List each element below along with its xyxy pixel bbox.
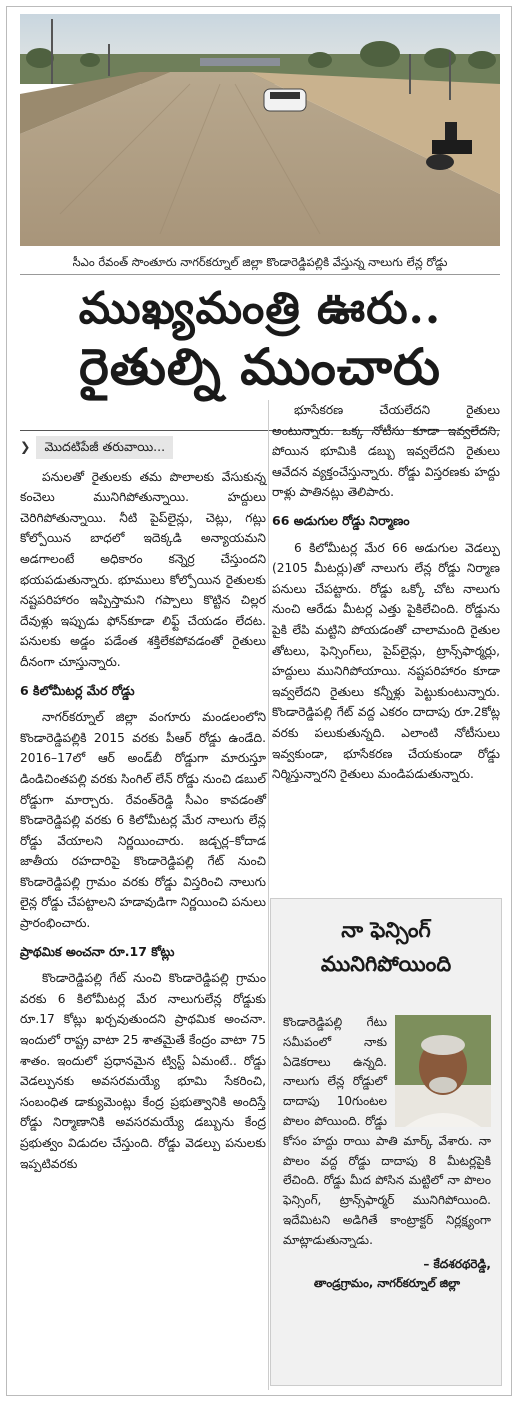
- right-subheading-1: 66 అడుగుల రోడ్డు నిర్మాణం: [272, 512, 410, 528]
- chevron-right-icon: ❯: [20, 439, 31, 454]
- box-signature-place: తాండ్రగ్రామం, నాగర్‌కర్నూల్ జిల్లా: [313, 1276, 461, 1291]
- right-paragraph-1: భూసేకరణ చేయలేదని రైతులు అంటున్నారు. ఒక్క నోటీసు కూడా ఇవ్వలేదని, పోయిన భూమికి డబ్బు ఇవ్వలేదని రైతులు ఆవేదన వ్యక్తంచేస్తున్నారు. రోడ్డు విస్తరణకు హద్దు రాళ్లు పాతినట్లు తెలిపారు.: [272, 403, 500, 500]
- headline: [20, 282, 500, 398]
- headline-line-1: ముఖ్యమంత్రి ఊరు..: [78, 283, 442, 334]
- right-paragraph-2: 6 కిలోమీటర్ల మేర 66 అడుగుల వెడల్పు (2105 మీటర్లు)తో నాలుగు లేన్ల రోడ్డు నిర్మాణ పనులు చేపట్టారు. రోడ్డు ఒక్కో చోట నాలుగు నుంచి ఆరేడు మీటర్ల ఎత్తు పైకిలేచింది. రోడ్డును పైకి లేపి మట్టిని పోయడంతో చాలామంది రైతుల తోటలు, ఫెన్సింగ్‌లు, పైప్‌లైన్లు, ట్రాన్స్‌ఫార్మర్లు, హద్దులు మునిగిపోయాయి. నష్టపరిహారం కూడా ఇవ్వలేదని రైతులు కన్నీళ్లు పెట్టుకుంటున్నారు. కొండారెడ్డిపల్లి గేట్ వద్ద ఎకరం దాదాపు రూ.2కోట్ల వరకు పలుకుతున్నది. ఎలాంటి నోటీసులు ఇవ్వకుండా, భూసేకరణ చేయకుండా రోడ్డు నిర్మిస్తున్నారని రైతులు మండిపడుతున్నారు.: [272, 540, 500, 782]
- box-quote: కొండారెడ్డిపల్లి గేటు సమీపంలో నాకు ఏడెకరాలు ఉన్నది. నాలుగు లేన్ల రోడ్డులో దాదాపు 10గుంటల పొలం పోయింది. రోడ్డు కోసం హద్దు రాయి పాతి మార్క్ వేశారు. నా పొలం వద్ద రోడ్డు దాదాపు 8 మీటర్లపైకి లేచింది. రోడ్డు మీద పోసిన మట్టిలో నా పొలం ఫెన్సింగ్, ట్రాన్స్‌ఫార్మర్ మునిగిపోయింది. ఇదేమిటని అడిగితే కాంట్రాక్టర్ నిర్లక్ష్యంగా మాట్లాడుతున్నాడు.: [283, 1015, 491, 1247]
- left-column: [20, 436, 266, 1180]
- left-subheading-2: ప్రాథమిక అంచనా రూ.17 కోట్లు: [20, 943, 175, 959]
- right-column: [272, 400, 500, 791]
- left-paragraph-3: కొండారెడ్డిపల్లి గేట్ నుంచి కొండారెడ్డిపల్లి గ్రామం వరకు 6 కిలోమీటర్ల మేర నాలుగులేన్ల రోడ్డుకు రూ.17 కోట్లు ఖర్చవుతుందని ప్రాథమిక అంచనా. ఇందులో రాష్ట్ర వాటా 25 శాతమైతే కేంద్రం వాటా 75 శాతం. ఇందులో ప్రధానమైన ట్విస్ట్ ఏమంటే.. రోడ్డు వెడల్పునకు అవసరమయ్యే భూమి సేకరించి, సంబంధిత డాక్యుమెంట్లు కేంద్ర ప్రభుత్వానికి అందిస్తే రోడ్డు నిర్మాణానికి అవసరమయ్యే డబ్బును కేంద్ర ప్రభుత్వం విడుదల చేస్తుంది. రోడ్డు వెడల్పు పనులకు ఇప్పటివరకు: [20, 971, 266, 1171]
- box-title-line-1: నా ఫెన్సింగ్: [341, 917, 431, 942]
- column-divider: [268, 400, 269, 1390]
- headline-line-2: రైతుల్ని ముంచారు: [79, 337, 441, 396]
- box-title-line-2: మునిగిపోయింది: [320, 951, 452, 976]
- farmer-portrait: [395, 1015, 491, 1127]
- box-title: [271, 913, 501, 981]
- continued-from-front: [20, 436, 266, 459]
- continued-label: మొదటిపేజీ తరువాయి...: [36, 436, 173, 459]
- left-paragraph-1: పనులతో రైతులకు తమ పొలాలకు వేసుకున్న కంచెలు మునిగిపోతున్నాయి. హద్దులు చెరిగిపోతున్నాయి. నీటి పైప్‌లైన్లు, చెట్లు, గట్లు కోల్పోయిన బాధలో ఇదెక్కడి అన్యాయమని అడగాలంటే అధికారం కన్నెర్ర చేస్తుందని భయపడుతున్నారు. భూములు కోల్పోయిన రైతులకు నష్టపరిహారం ఇప్పిస్తామని గప్పాలు కొట్టిన చిల్లర దేవుళ్లు ఇప్పుడు ఫోన్‌కూడా లిఫ్ట్ చేయడం లేదట. పనులకు అడ్డం పడేంత శక్తిలేకపోవడంతో రైతులు దీనంగా చూస్తున్నారు.: [20, 469, 266, 669]
- left-paragraph-2: నాగర్‌కర్నూల్ జిల్లా వంగూరు మండలంలోని కొండారెడ్డిపల్లికి 2015 వరకు పీఆర్ రోడ్డు ఉండేది. 2016–17లో ఆర్ అండ్‌బీ రోడ్డుగా మారుస్తూ డిండిచింతపల్లి వరకు సింగిల్ లేన్ రోడ్డు నుంచి డబుల్ రోడ్డుగా మార్చారు. రేవంత్‌రెడ్డి సీఎం కావడంతో కొండారెడ్డిపల్లి వరకు 6 కిలోమీటర్ల మేర నాలుగు లేన్ల రోడ్డు వేయాలని నిర్ణయించారు. జడ్చర్ల–కోదాడ జాతీయ రహదారిపై కొండారెడ్డిపల్లి గేట్ నుంచి కొండారెడ్డిపల్లి గ్రామం వరకు రోడ్డు విస్తరించి నాలుగు లైన్ల రోడ్డు చేపట్టాలని హడావుడిగా నిర్ణయించి పనులు ప్రారంభించారు.: [20, 710, 266, 931]
- farmer-quote-box: [270, 898, 502, 1386]
- photo-caption: సీఎం రేవంత్ సొంతూరు నాగర్‌కర్నూల్ జిల్లా కొండారెడ్డిపల్లికి వేస్తున్న నాలుగు లేన్ల రోడ్డు: [20, 250, 500, 275]
- road-construction-photo: [20, 14, 500, 246]
- left-subheading-1: 6 కిలోమీటర్ల మేర రోడ్డు: [20, 682, 135, 698]
- box-signature: – కేదశరథరెడ్డి,: [423, 1256, 491, 1271]
- box-text: [283, 1013, 491, 1294]
